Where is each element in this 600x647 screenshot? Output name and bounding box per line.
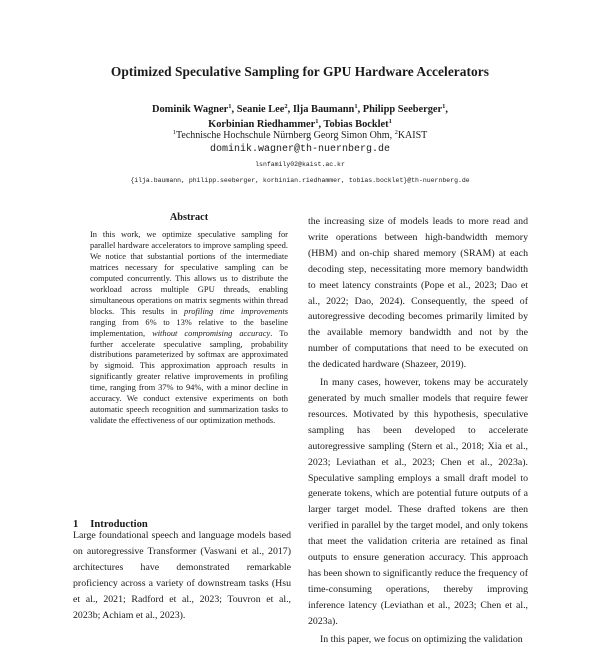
section-number: 1 <box>73 519 79 530</box>
affiliation-mark: 2 <box>394 129 398 136</box>
author-affiliation-mark: 1 <box>442 103 446 110</box>
affiliation-mark: 1 <box>172 129 176 136</box>
email-secondary: lsnfamily02@kaist.ac.kr <box>255 161 345 168</box>
author-separator: , <box>287 104 293 115</box>
author-name: Philipp Seeberger <box>362 104 443 115</box>
author-name: Ilja Baumann <box>292 104 355 115</box>
author-affiliation-mark: 2 <box>284 103 288 110</box>
paragraph: the increasing size of models leads to more read and write operations between high-bandwidth memory (HBM) and on-chip shared memory (SRAM) at each decoding step, necessitating more memory bandwidth to meet latency constraints (Pope et al., 2023; Dao et al., 2022; Dao, 2024). Consequently, the speed of autoregressive decoding becomes primarily limited by the available memory bandwidth and not by the number of computations that need to be executed on the dedicated hardware (Shazeer, 2019). <box>308 216 528 371</box>
author-name: Seanie Lee <box>236 104 285 115</box>
affiliation-2: KAIST <box>397 130 428 141</box>
abstract-emphasis: without compromising accuracy <box>152 327 271 338</box>
abstract-text: In this work, we optimize speculative sampling for parallel hardware accelerators to improve sampling speed. We notice that substantial portions of the intermediate matrices necessary for speculative sampling can be computed concurrently. This allows us to distribute the workload across multiple GPU threads, enabling simultaneous operations on matrix segments within thread blocks. This results in <box>90 229 288 316</box>
author-name: Korbinian Riedhammer <box>208 119 316 130</box>
section-title: Introduction <box>90 519 148 530</box>
right-column-text <box>308 214 528 647</box>
abstract-section <box>90 212 288 426</box>
abstract-text: . To further accelerate speculative sampling, probability distributions parameterized by softmax are approximated by sigmoid. This approximation approach results in significantly greater relative improvements in profiling time, ranging from 37% to 94%, with a minor decline in accuracy. We conduct extensive experiments on both automatic speech recognition and summarization tasks to validate the effectiveness of our optimization methods. <box>90 327 288 426</box>
abstract-text: ranging from 6% to 13% relative to the baseline implementation, <box>90 316 288 338</box>
author-separator: , <box>445 104 449 115</box>
email-group: {ilja.baumann, philipp.seeberger, korbinian.riedhammer, tobias.bocklet}@th-nuernberg.de <box>130 177 470 184</box>
author-affiliation-mark: 1 <box>315 118 319 125</box>
author-separator: , <box>231 104 237 115</box>
abstract-body <box>90 229 288 426</box>
abstract-emphasis: profiling time improvements <box>184 305 288 316</box>
affiliations <box>0 129 600 141</box>
affiliation-1: Technische Hochschule Nürnberg Georg Simon Ohm, <box>175 130 395 141</box>
author-affiliation-mark: 1 <box>228 103 232 110</box>
paragraph: In this paper, we focus on optimizing the validation <box>320 633 523 645</box>
email-primary: dominik.wagner@th-nuernberg.de <box>209 144 391 155</box>
paper-title: Optimized Speculative Sampling for GPU Hardware Accelerators <box>110 64 490 79</box>
author-affiliation-mark: 1 <box>388 118 392 125</box>
author-name: Tobias Bocklet <box>323 119 389 130</box>
author-separator: , <box>318 119 324 130</box>
introduction-body: Large foundational speech and language models based on autoregressive Transformer (Vaswani et al., 2017) architectures have demonstrated remarkable proficiency across a variety of downstream tasks (Hsu et al., 2021; Radford et al., 2023; Touvron et al., 2023b; Achiam et al., 2023). <box>73 530 291 621</box>
author-separator: , <box>357 104 363 115</box>
author-affiliation-mark: 1 <box>354 103 358 110</box>
abstract-heading: Abstract <box>169 212 209 223</box>
paragraph: In many cases, however, tokens may be accurately generated by much smaller models that require fewer resources. Motivated by this hypothesis, speculative sampling has been developed to accelerate autoregressive sampling (Stern et al., 2018; Xia et al., 2023; Leviathan et al., 2023; Chen et al., 2023a). Speculative sampling employs a small draft model to generate tokens, which are potential future outputs of a larger target model. These drafted tokens are then verified in parallel by the target model, and only tokens that meet the validation criteria are retained as final outputs to ensure generation accuracy. This approach has been shown to significantly reduce the frequency of time-consuming operations, thereby improving inference latency (Leviathan et al., 2023; Chen et al., 2023a). <box>308 377 528 627</box>
author-name: Dominik Wagner <box>151 104 229 115</box>
